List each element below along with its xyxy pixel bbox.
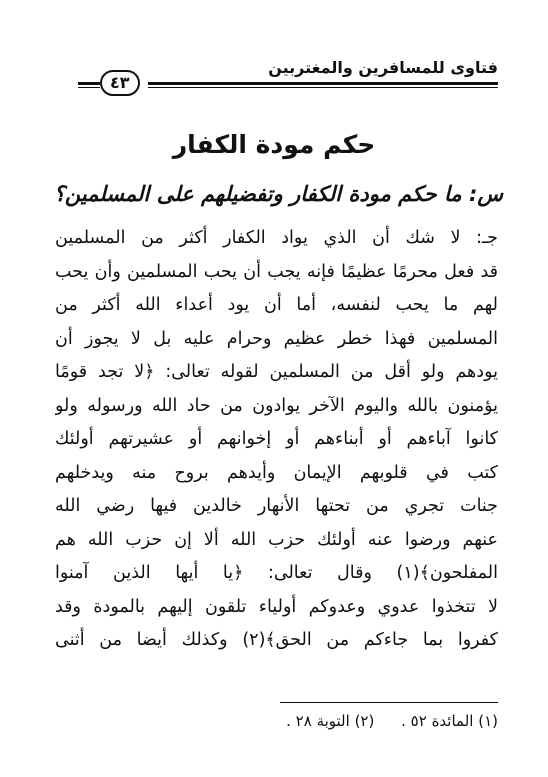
- question-heading: س: ما حكم مودة الكفار وتفضيلهم على المسلمين؟: [53, 182, 503, 206]
- body-line: لهم ما يحب لنفسه، أما أن يود أعداء الله أكثر من: [55, 295, 498, 315]
- body-line: جـ: لا شك أن الذي يواد الكفار أكثر من المسلمين: [55, 228, 498, 248]
- footnote-1: (١) المائدة ٥٢ .: [401, 712, 498, 730]
- body-line: كتب في قلوبهم الإيمان وأيدهم بروح منه ويدخلهم: [55, 462, 498, 483]
- footnote-divider: [280, 702, 498, 703]
- body-line: كانوا آباءهم أو أبناءهم أو إخوانهم أو عشيرتهم أولئك: [55, 429, 498, 449]
- header-rule-left: [78, 82, 100, 85]
- page-number: ٤٣: [100, 70, 140, 96]
- body-line: قد فعل محرمًا عظيمًا فإنه يجب أن يحب المسلمين وأن يحب: [55, 261, 498, 282]
- body-line: يودهم ولو أقل من المسلمين لقوله تعالى: ﴿لا تجد قومًا: [55, 362, 498, 382]
- header-rule: [148, 82, 498, 85]
- body-text: [55, 222, 498, 658]
- footnote-2: (٢) التوبة ٢٨ .: [286, 712, 375, 730]
- body-line: يؤمنون بالله واليوم الآخر يوادون من حاد الله ورسوله ولو: [55, 395, 498, 416]
- header-rule-left-thin: [78, 87, 100, 88]
- body-line: كفروا بما جاءكم من الحق﴾(٢) وكذلك أيضا من أثنى: [55, 630, 498, 650]
- body-line: المفلحون﴾(١) وقال تعالى: ﴿يا أيها الذين آمنوا: [55, 563, 498, 583]
- book-title: فتاوى للمسافرين والمغتربين: [268, 58, 498, 77]
- header-rule-thin: [148, 87, 498, 88]
- body-line: عنهم ورضوا عنه أولئك حزب الله ألا إن حزب الله هم: [55, 529, 498, 550]
- body-line: المسلمين فهذا خطر عظيم وحرام عليه بل لا يجوز أن: [55, 328, 498, 349]
- body-line: جنات تجري من تحتها الأنهار خالدين فيها رضي الله: [55, 496, 498, 516]
- section-heading: حكم مودة الكفار: [172, 130, 376, 159]
- body-line: لا تتخذوا عدوي وعدوكم أولياء تلقون إليهم بالمودة وقد: [55, 596, 498, 617]
- page-header: [78, 58, 498, 98]
- footnotes: [264, 712, 498, 730]
